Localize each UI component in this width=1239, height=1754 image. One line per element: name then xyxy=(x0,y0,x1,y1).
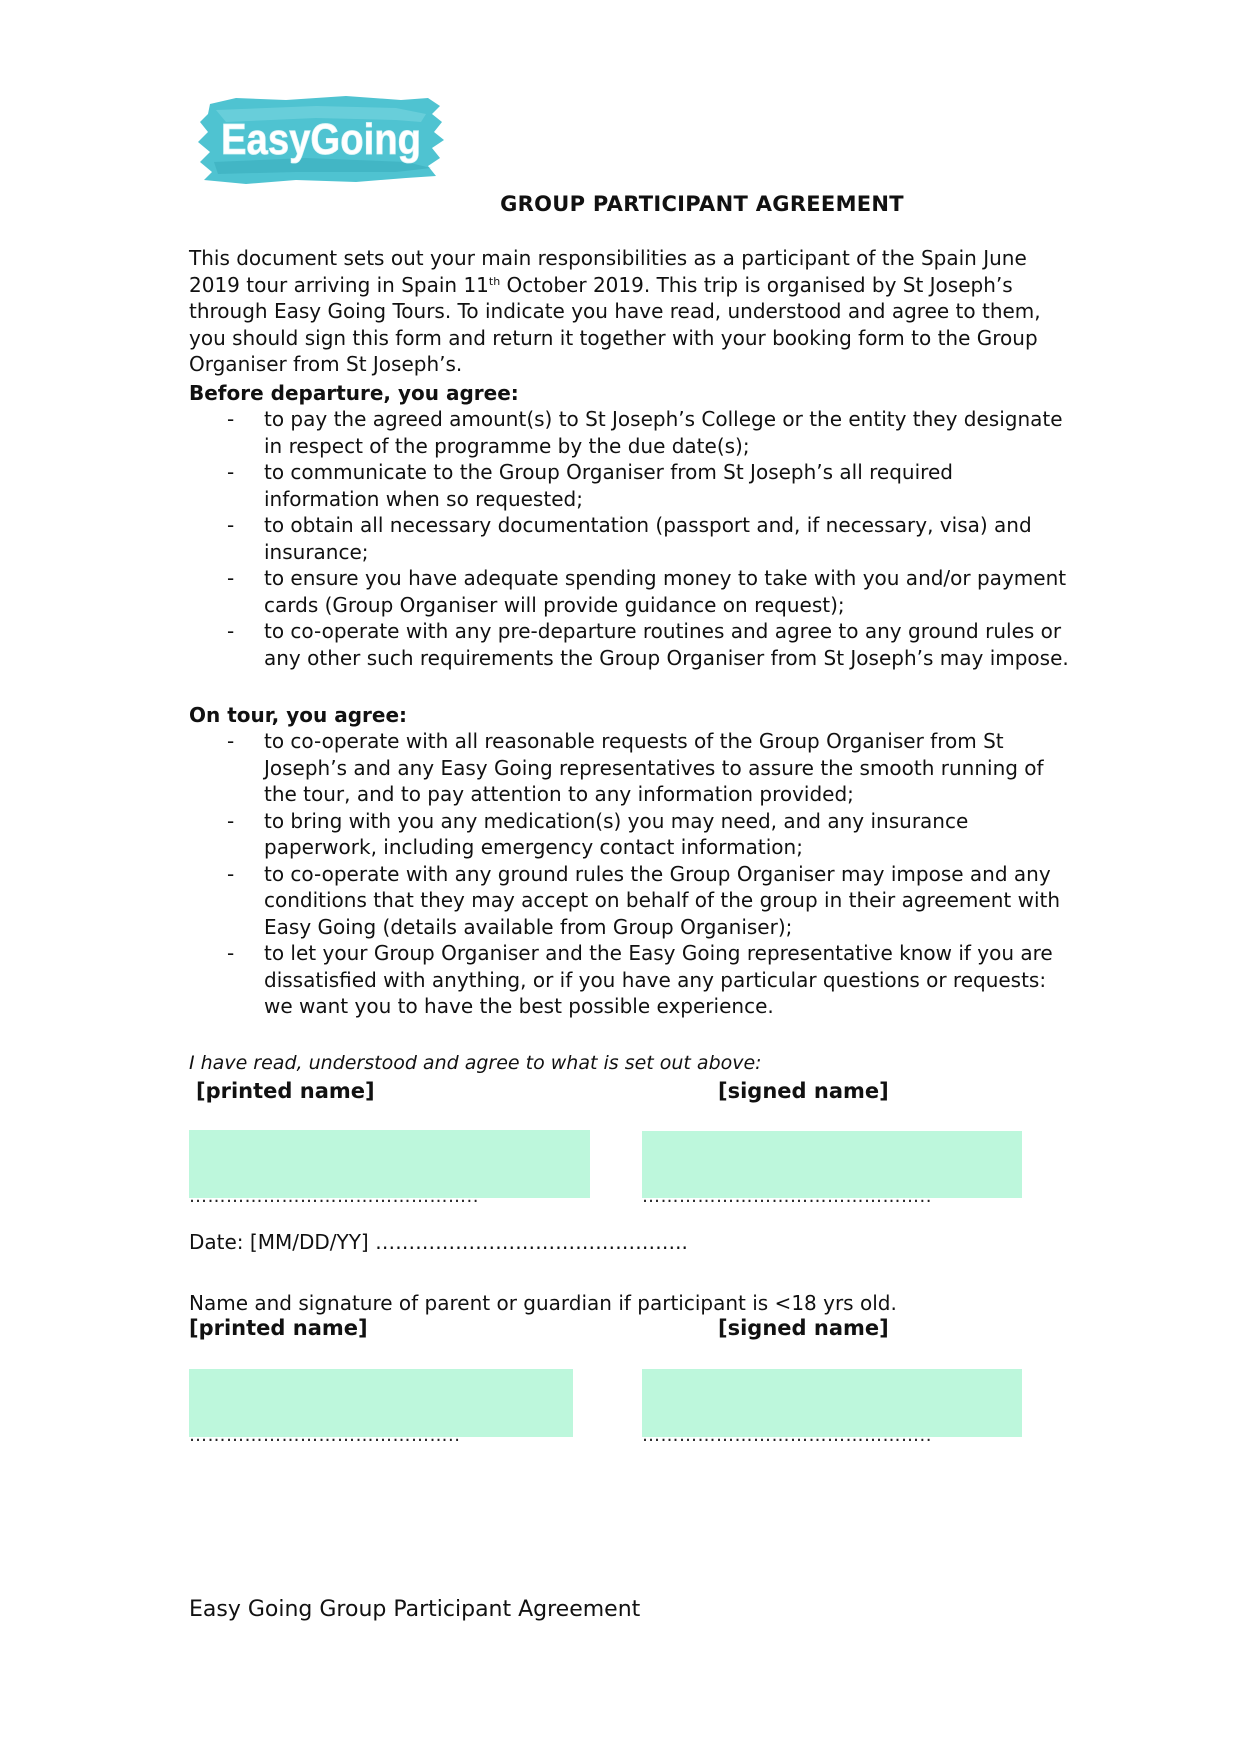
list-item-text: to ensure you have adequate spending money to take with you and/or payment cards (Group Organiser will provide guidance on request); xyxy=(264,566,1067,617)
logo-text: EasyGoing xyxy=(221,115,421,164)
easygoing-logo xyxy=(196,92,446,188)
intro-paragraph xyxy=(189,245,1069,378)
date-line: Date: [MM/DD/YY] ……………………………………….. xyxy=(189,1230,688,1254)
list-item-text: to let your Group Organiser and the Easy Going representative know if you are dissatisfied with anything, or if you have any particular questions or requests: we want you to have the best possible experience. xyxy=(264,941,1053,1018)
dash-bullet: - xyxy=(227,566,235,590)
on-tour-heading: On tour, you agree: xyxy=(189,703,408,727)
list-item-text: to co-operate with any pre-departure routines and agree to any ground rules or any other such requirements the Group Organiser from St Joseph’s may impose. xyxy=(264,619,1069,670)
dash-bullet: - xyxy=(227,808,235,833)
guardian-signed-name-label: [signed name] xyxy=(718,1316,889,1340)
intro-text-end: October 2019. This trip is organised by St Joseph’s through Easy Going Tours. To indicate you have read, understood and agree to them, you should sign this form and return it together with your booking form to the Group Organiser from St Joseph’s. xyxy=(189,272,1041,376)
guardian-statement: Name and signature of parent or guardian if participant is <18 yrs old. xyxy=(189,1291,897,1315)
list-item-text: to co-operate with all reasonable requests of the Group Organiser from St Joseph’s and any Easy Going representatives to assure the smooth running of the tour, and to pay attention to any information provided; xyxy=(264,729,1044,806)
before-departure-heading: Before departure, you agree: xyxy=(189,381,519,405)
list-item xyxy=(189,808,1069,861)
list-item-text: to bring with you any medication(s) you may need, and any insurance paperwork, including emergency contact information; xyxy=(264,808,969,859)
agreement-statement: I have read, understood and agree to what is set out above: xyxy=(189,1052,762,1074)
list-item-text: to co-operate with any ground rules the Group Organiser may impose and any conditions that they may accept on behalf of the group in their agreement with Easy Going (details available from Group Organiser); xyxy=(264,861,1061,939)
list-item xyxy=(189,618,1069,671)
dash-bullet: - xyxy=(227,941,235,965)
signed-name-dotted-line: ……………………………………….. xyxy=(642,1186,932,1207)
list-item xyxy=(189,406,1069,459)
before-departure-list xyxy=(189,406,1069,671)
guardian-signed-name-dotted-line: ……………………………………….. xyxy=(642,1425,932,1446)
on-tour-section xyxy=(189,702,1069,1020)
list-item-text: to communicate to the Group Organiser from St Joseph’s all required information when so requested; xyxy=(264,460,953,511)
list-item xyxy=(189,728,1069,808)
dash-bullet: - xyxy=(227,407,235,431)
list-item xyxy=(189,459,1069,512)
list-item-text: to obtain all necessary documentation (passport and, if necessary, visa) and insurance; xyxy=(264,513,1032,564)
guardian-printed-name-dotted-line: …………………………………….. xyxy=(189,1425,461,1446)
printed-name-dotted-line: ……………………………………….. xyxy=(189,1186,479,1207)
intro-superscript: th xyxy=(488,274,501,288)
list-item xyxy=(189,940,1069,1020)
on-tour-list xyxy=(189,728,1069,1020)
dash-bullet: - xyxy=(227,460,235,484)
guardian-printed-name-label: [printed name] xyxy=(189,1316,368,1340)
list-item xyxy=(189,861,1069,941)
intro-text-start: This document sets out your main responsibilities as a participant of the Spain June 2019 tour arriving in Spain 11 xyxy=(189,246,1027,297)
list-item xyxy=(189,512,1069,565)
before-departure-section xyxy=(189,380,1069,671)
list-item-text: to pay the agreed amount(s) to St Joseph’s College or the entity they designate in respect of the programme by the due date(s); xyxy=(264,407,1063,458)
printed-name-label: [printed name] xyxy=(196,1079,375,1103)
page-footer: Easy Going Group Participant Agreement xyxy=(189,1597,641,1622)
list-item xyxy=(189,565,1069,618)
page-title: GROUP PARTICIPANT AGREEMENT xyxy=(500,192,904,216)
dash-bullet: - xyxy=(227,619,235,643)
dash-bullet: - xyxy=(227,861,235,886)
dash-bullet: - xyxy=(227,729,235,753)
signed-name-label: [signed name] xyxy=(718,1079,889,1103)
dash-bullet: - xyxy=(227,513,235,537)
